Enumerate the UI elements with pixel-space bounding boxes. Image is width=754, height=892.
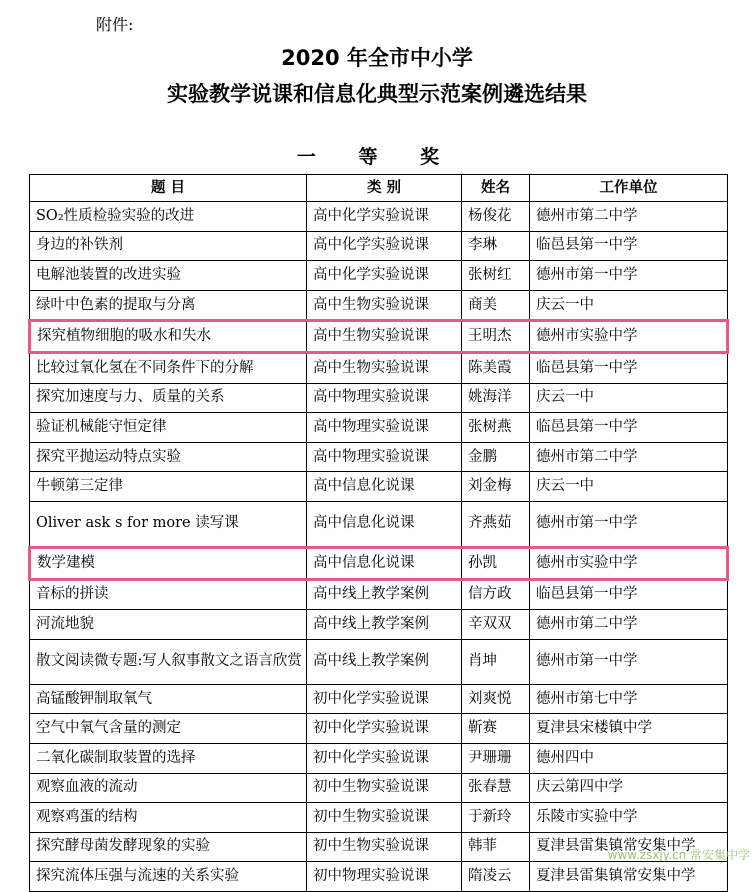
cell-unit: 德州市实验中学 — [530, 547, 728, 579]
cell-name: 刘爽悦 — [462, 684, 530, 714]
cell-category: 高中化学实验说课 — [307, 202, 462, 232]
cell-topic: 比较过氧化氢在不同条件下的分解 — [30, 352, 307, 383]
cell-unit: 德州市第二中学 — [530, 202, 728, 232]
cell-unit: 庆云一中 — [530, 290, 728, 321]
cell-name: 隋凌云 — [462, 862, 530, 892]
cell-category: 初中化学实验说课 — [307, 714, 462, 744]
cell-name: 陈美霞 — [462, 352, 530, 383]
table-row-highlighted — [30, 547, 728, 579]
cell-unit: 夏津县宋楼镇中学 — [530, 714, 728, 744]
cell-category: 高中信息化说课 — [307, 547, 462, 579]
cell-name: 韩菲 — [462, 832, 530, 862]
cell-category: 初中化学实验说课 — [307, 684, 462, 714]
cell-unit: 庆云一中 — [530, 383, 728, 413]
cell-unit: 临邑县第一中学 — [530, 413, 728, 443]
cell-unit: 夏津县雷集镇常安集中学 — [530, 862, 728, 892]
cell-unit: 临邑县第一中学 — [530, 352, 728, 383]
cell-topic: Oliver ask s for more 读写课 — [30, 501, 307, 547]
cell-unit: 夏津县雷集镇常安集中学 — [530, 832, 728, 862]
cell-topic: 观察鸡蛋的结构 — [30, 803, 307, 833]
cell-name: 尹珊珊 — [462, 743, 530, 773]
cell-unit: 德州市第一中学 — [530, 501, 728, 547]
cell-unit: 庆云第四中学 — [530, 773, 728, 803]
table-row — [30, 773, 728, 803]
cell-name: 信方政 — [462, 579, 530, 610]
cell-unit: 德州市实验中学 — [530, 321, 728, 353]
cell-name: 刘金梅 — [462, 472, 530, 502]
cell-topic: 牛顿第三定律 — [30, 472, 307, 502]
cell-unit: 德州市第二中学 — [530, 442, 728, 472]
cell-unit: 德州市第七中学 — [530, 684, 728, 714]
cell-name: 齐燕茹 — [462, 501, 530, 547]
cell-category: 高中生物实验说课 — [307, 290, 462, 321]
cell-topic: 探究酵母菌发酵现象的实验 — [30, 832, 307, 862]
cell-unit: 德州市第一中学 — [530, 261, 728, 291]
cell-unit: 乐陵市实验中学 — [530, 803, 728, 833]
cell-topic: 探究平抛运动特点实验 — [30, 442, 307, 472]
cell-unit: 德州四中 — [530, 743, 728, 773]
cell-category: 初中生物实验说课 — [307, 773, 462, 803]
table-header-row — [30, 175, 728, 202]
cell-category: 高中生物实验说课 — [307, 352, 462, 383]
cell-category: 高中线上教学案例 — [307, 579, 462, 610]
cell-topic: 探究植物细胞的吸水和失水 — [30, 321, 307, 353]
cell-name: 辛双双 — [462, 610, 530, 640]
table-row — [30, 714, 728, 744]
cell-category: 初中生物实验说课 — [307, 832, 462, 862]
table-row — [30, 202, 728, 232]
cell-topic: 探究流体压强与流速的关系实验 — [30, 862, 307, 892]
cell-category: 高中生物实验说课 — [307, 321, 462, 353]
cell-topic: 电解池装置的改进实验 — [30, 261, 307, 291]
award-level-heading: 一 等 奖 — [296, 146, 458, 168]
document-title-line1: 2020 年全市中小学 — [281, 46, 473, 70]
cell-topic: 二氧化碳制取装置的选择 — [30, 743, 307, 773]
table-row-highlighted — [30, 321, 728, 353]
table-row — [30, 501, 728, 547]
column-header-unit: 工作单位 — [530, 175, 728, 202]
cell-category: 高中化学实验说课 — [307, 231, 462, 261]
column-header-topic: 题 目 — [30, 175, 307, 202]
cell-topic: 身边的补铁剂 — [30, 231, 307, 261]
cell-category: 高中物理实验说课 — [307, 442, 462, 472]
cell-category: 高中线上教学案例 — [307, 610, 462, 640]
table-row — [30, 639, 728, 684]
cell-unit: 庆云一中 — [530, 472, 728, 502]
cell-category: 高中线上教学案例 — [307, 639, 462, 684]
cell-name: 孙凯 — [462, 547, 530, 579]
cell-name: 杨俊花 — [462, 202, 530, 232]
cell-name: 李琳 — [462, 231, 530, 261]
table-row — [30, 610, 728, 640]
cell-unit: 德州市第一中学 — [530, 639, 728, 684]
cell-name: 商美 — [462, 290, 530, 321]
cell-topic: 散文阅读微专题:写人叙事散文之语言欣赏 — [30, 639, 307, 684]
watermark: www.zsxjy.cn 常安集中学 — [607, 848, 750, 862]
table-row — [30, 413, 728, 443]
cell-name: 张春慧 — [462, 773, 530, 803]
cell-name: 王明杰 — [462, 321, 530, 353]
cell-topic: 河流地貌 — [30, 610, 307, 640]
cell-category: 高中物理实验说课 — [307, 383, 462, 413]
cell-topic: 绿叶中色素的提取与分离 — [30, 290, 307, 321]
table-row — [30, 579, 728, 610]
cell-topic: 验证机械能守恒定律 — [30, 413, 307, 443]
cell-name: 张树燕 — [462, 413, 530, 443]
cell-unit: 临邑县第一中学 — [530, 579, 728, 610]
cell-name: 张树红 — [462, 261, 530, 291]
table-row — [30, 261, 728, 291]
cell-topic: 音标的拼读 — [30, 579, 307, 610]
cell-name: 姚海洋 — [462, 383, 530, 413]
cell-topic: 探究加速度与力、质量的关系 — [30, 383, 307, 413]
cell-unit: 德州市第二中学 — [530, 610, 728, 640]
table-row — [30, 862, 728, 892]
table-row — [30, 290, 728, 321]
table-row — [30, 352, 728, 383]
cell-name: 肖坤 — [462, 639, 530, 684]
table-row — [30, 743, 728, 773]
table-body — [30, 202, 728, 892]
table-row — [30, 442, 728, 472]
cell-category: 高中化学实验说课 — [307, 261, 462, 291]
cell-category: 高中物理实验说课 — [307, 413, 462, 443]
cell-name: 于新玲 — [462, 803, 530, 833]
cell-unit: 临邑县第一中学 — [530, 231, 728, 261]
table-row — [30, 684, 728, 714]
cell-topic: 空气中氧气含量的测定 — [30, 714, 307, 744]
document-title-line2: 实验教学说课和信息化典型示范案例遴选结果 — [167, 82, 587, 106]
column-header-category: 类 别 — [307, 175, 462, 202]
cell-name: 金鹏 — [462, 442, 530, 472]
table-row — [30, 472, 728, 502]
cell-topic: 数学建模 — [30, 547, 307, 579]
table-row — [30, 231, 728, 261]
attachment-label: 附件: — [96, 15, 134, 34]
table-row — [30, 383, 728, 413]
cell-name: 靳赛 — [462, 714, 530, 744]
cell-topic: 观察血液的流动 — [30, 773, 307, 803]
cell-category: 高中信息化说课 — [307, 501, 462, 547]
column-header-name: 姓名 — [462, 175, 530, 202]
results-table — [28, 174, 729, 892]
cell-category: 高中信息化说课 — [307, 472, 462, 502]
table-row — [30, 803, 728, 833]
cell-category: 初中生物实验说课 — [307, 803, 462, 833]
cell-category: 初中化学实验说课 — [307, 743, 462, 773]
cell-topic: SO₂性质检验实验的改进 — [30, 202, 307, 232]
cell-category: 初中物理实验说课 — [307, 862, 462, 892]
cell-topic: 高锰酸钾制取氧气 — [30, 684, 307, 714]
